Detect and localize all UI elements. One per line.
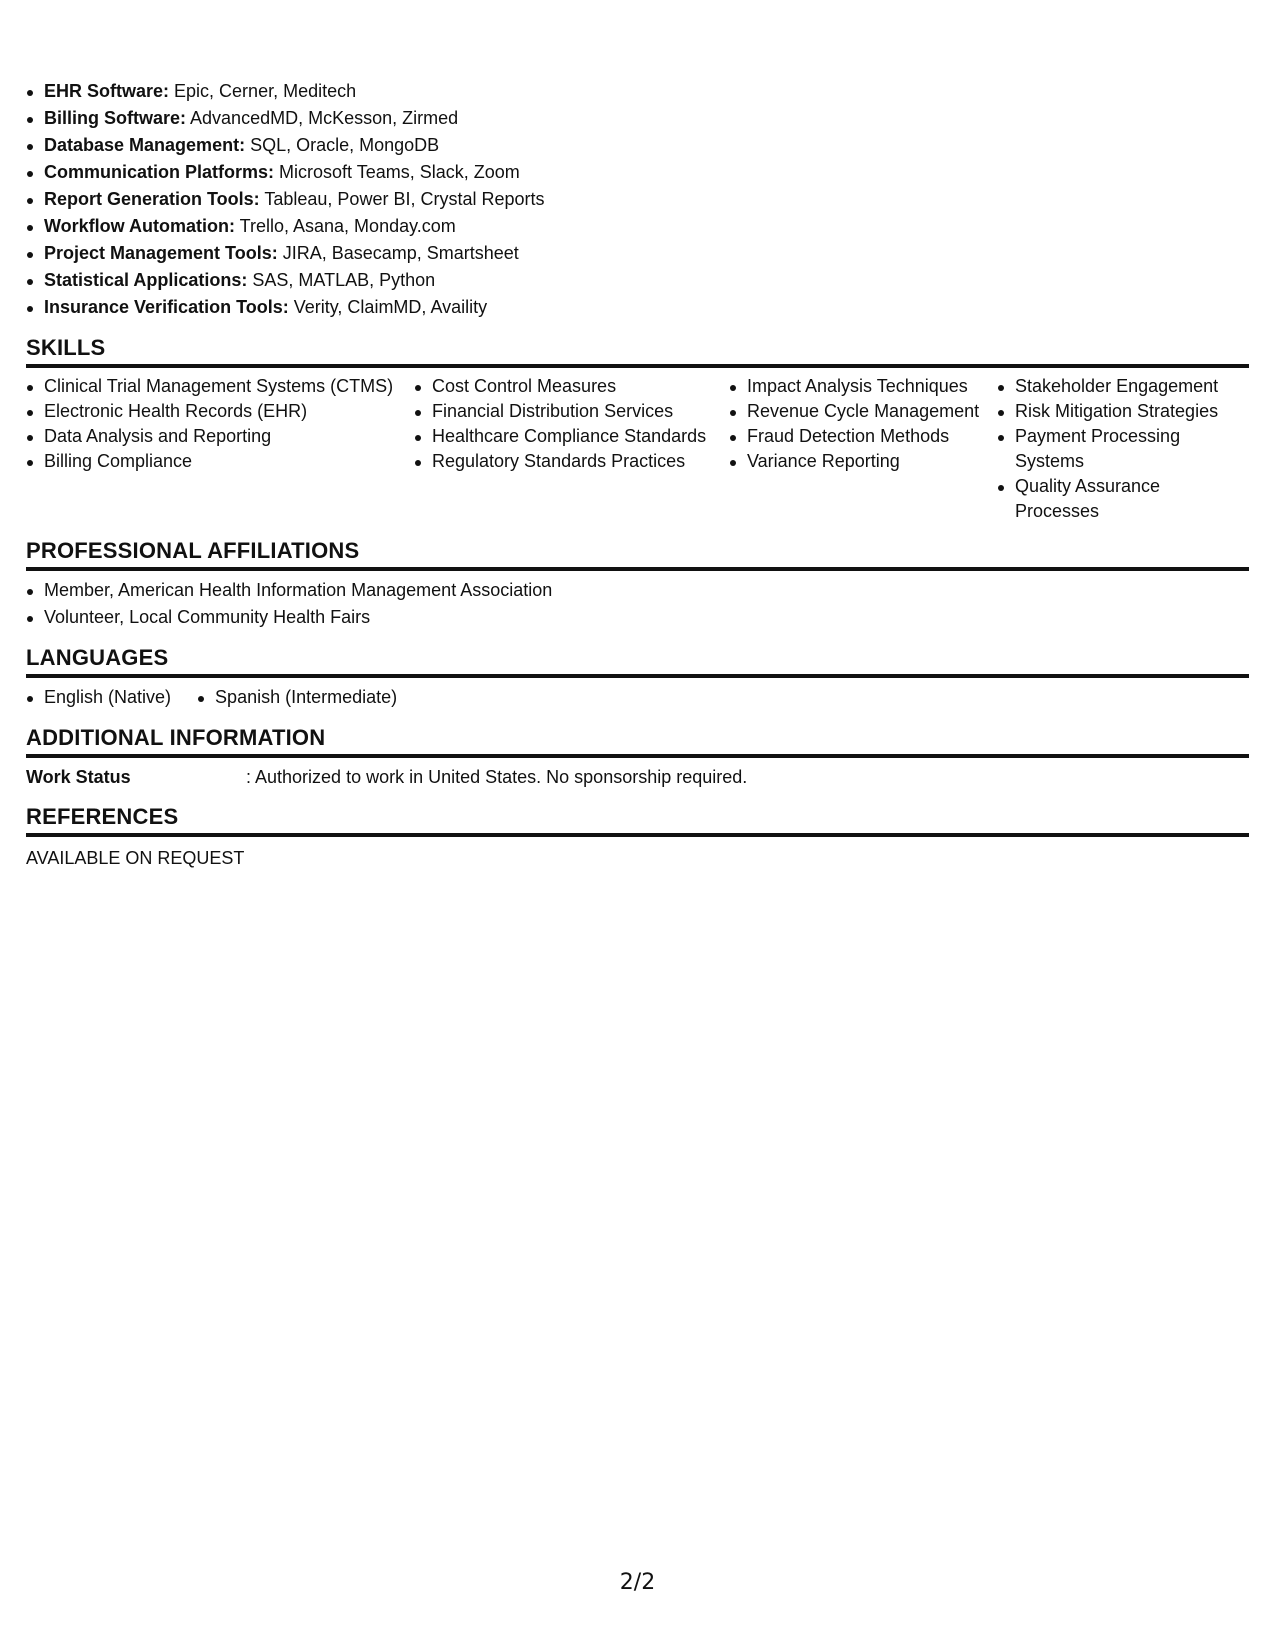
skill-item: Variance Reporting — [729, 449, 997, 474]
item-value: Verity, ClaimMD, Availity — [293, 297, 488, 317]
section-title: ADDITIONAL INFORMATION — [26, 725, 1249, 758]
list-item — [26, 105, 1249, 132]
affiliations-list — [26, 577, 1249, 631]
skill-item: Financial Distribution Services — [414, 399, 729, 424]
skills-grid — [26, 374, 1249, 524]
section-title: REFERENCES — [26, 804, 1249, 837]
skill-item: Clinical Trial Management Systems (CTMS) — [26, 374, 414, 399]
item-value: JIRA, Basecamp, Smartsheet — [282, 243, 519, 263]
additional-info-section — [26, 725, 1249, 790]
affiliations-section — [26, 538, 1249, 631]
skill-item: Risk Mitigation Strategies — [997, 399, 1249, 424]
section-title: PROFESSIONAL AFFILIATIONS — [26, 538, 1249, 571]
list-item — [26, 78, 1249, 105]
list-item — [26, 240, 1249, 267]
work-status-value: : Authorized to work in United States. No sponsorship required. — [246, 767, 748, 787]
item-value: SAS, MATLAB, Python — [252, 270, 436, 290]
software-list — [26, 78, 1249, 321]
section-title: SKILLS — [26, 335, 1249, 368]
language-item: Spanish (Intermediate) — [197, 684, 397, 711]
page-number: 2/2 — [619, 1570, 656, 1595]
skills-section — [26, 335, 1249, 524]
skills-column — [414, 374, 729, 524]
skill-item: Stakeholder Engagement — [997, 374, 1249, 399]
item-label: Database Management: — [44, 135, 246, 155]
item-label: Project Management Tools: — [44, 243, 278, 263]
references-text: AVAILABLE ON REQUEST — [26, 848, 245, 868]
skill-item: Impact Analysis Techniques — [729, 374, 997, 399]
item-value: Microsoft Teams, Slack, Zoom — [279, 162, 520, 182]
skill-item: Revenue Cycle Management — [729, 399, 997, 424]
item-value: SQL, Oracle, MongoDB — [250, 135, 440, 155]
item-value: Epic, Cerner, Meditech — [174, 81, 357, 101]
list-item — [26, 186, 1249, 213]
work-status-label: Work Status — [26, 767, 131, 787]
skill-item: Regulatory Standards Practices — [414, 449, 729, 474]
list-item: Volunteer, Local Community Health Fairs — [26, 604, 1249, 631]
languages-section — [26, 645, 1249, 711]
item-value: Trello, Asana, Monday.com — [239, 216, 456, 236]
item-label: Insurance Verification Tools: — [44, 297, 289, 317]
item-label: Statistical Applications: — [44, 270, 248, 290]
skill-item: Payment Processing Systems — [997, 424, 1249, 474]
skill-item: Quality Assurance Processes — [997, 474, 1249, 524]
item-value: Tableau, Power BI, Crystal Reports — [264, 189, 545, 209]
skill-item: Cost Control Measures — [414, 374, 729, 399]
list-item — [26, 267, 1249, 294]
item-label: Communication Platforms: — [44, 162, 275, 182]
list-item: Member, American Health Information Management Association — [26, 577, 1249, 604]
list-item — [26, 159, 1249, 186]
section-title: LANGUAGES — [26, 645, 1249, 678]
resume-page — [26, 78, 1249, 871]
references-section — [26, 804, 1249, 871]
item-value: AdvancedMD, McKesson, Zirmed — [190, 108, 459, 128]
item-label: Workflow Automation: — [44, 216, 235, 236]
list-item — [26, 132, 1249, 159]
skill-item: Data Analysis and Reporting — [26, 424, 414, 449]
skills-column — [26, 374, 414, 524]
skill-item: Billing Compliance — [26, 449, 414, 474]
skill-item: Electronic Health Records (EHR) — [26, 399, 414, 424]
skill-item: Fraud Detection Methods — [729, 424, 997, 449]
item-label: EHR Software: — [44, 81, 170, 101]
skills-column — [729, 374, 997, 524]
item-label: Report Generation Tools: — [44, 189, 260, 209]
skills-column — [997, 374, 1249, 524]
item-label: Billing Software: — [44, 108, 187, 128]
skill-item: Healthcare Compliance Standards — [414, 424, 729, 449]
languages-list — [26, 684, 1249, 711]
work-status-row — [26, 764, 1249, 790]
list-item — [26, 294, 1249, 321]
list-item — [26, 213, 1249, 240]
language-item: English (Native) — [26, 684, 171, 711]
